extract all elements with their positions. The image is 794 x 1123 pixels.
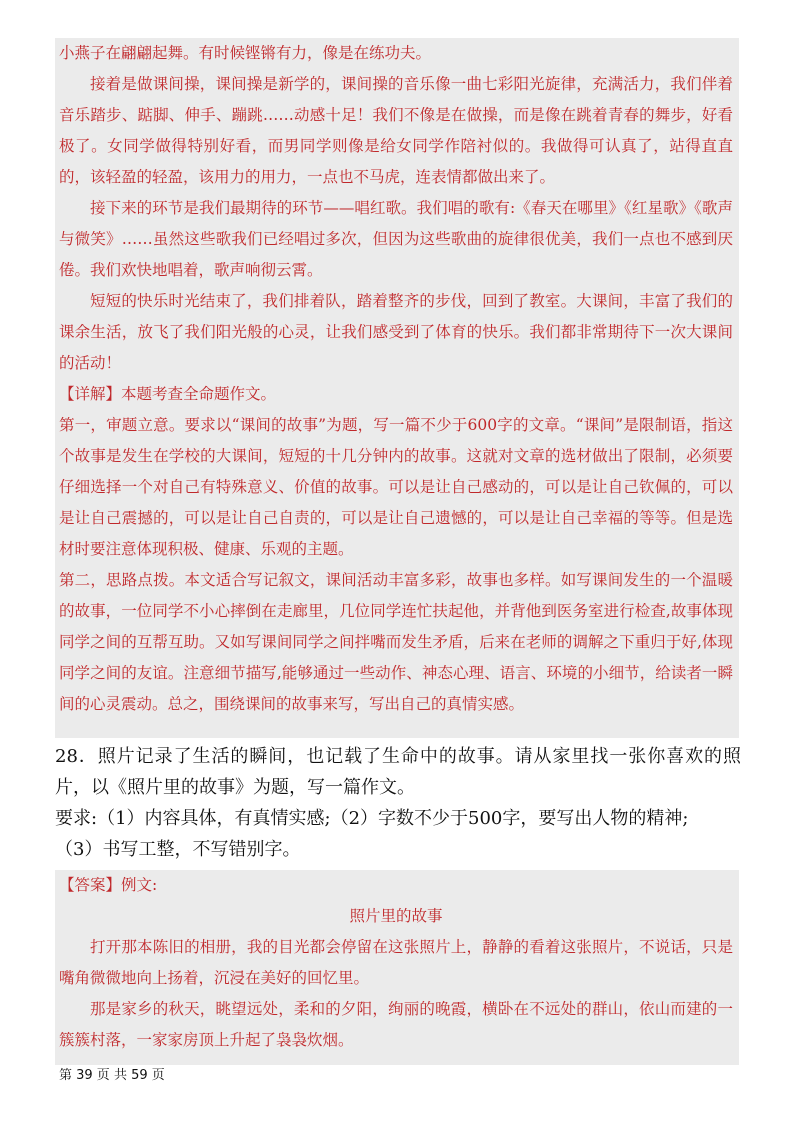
page-footer: 第 39 页 共 59 页 xyxy=(59,1068,165,1083)
analysis-paragraph: 第一，审题立意。要求以“课间的故事”为题，写一篇不少于600字的文章。“课间”是限制语，指这个故事是发生在学校的大课间，短短的十几分钟内的故事。这就对文章的选材做出了限制，必须要仔细选择一个对自己有特殊意义、价值的故事。可以是让自己感动的，可以是让自己钦佩的，可以是让自己震撼的，可以是让自己自责的，可以是让自己遗憾的，可以是让自己幸福的等等。但是选材时要注意体现积极、健康、乐观的主题。 xyxy=(59,416,733,558)
answer-block xyxy=(55,870,739,1065)
answer-label: 【答案】例文: xyxy=(59,876,158,894)
analysis-paragraph: 第二，思路点拨。本文适合写记叙文，课间活动丰富多彩，故事也多样。如写课间发生的一个温暖的故事，一位同学不小心摔倒在走廊里，几位同学连忙扶起他，并背他到医务室进行检查,故事体现同学之间的互帮互助。又如写课间同学之间拌嘴而发生矛盾，后来在老师的调解之下重归于好,体现同学之间的友谊。注意细节描写,能够通过一些动作、神态心理、语言、环境的小细节，给读者一瞬间的心灵震动。总之，围绕课间的故事来写，写出自己的真情实感。 xyxy=(59,571,733,713)
question-28 xyxy=(55,741,741,865)
essay-paragraph: 接下来的环节是我们最期待的环节——唱红歌。我们唱的歌有:《春天在哪里》《红星歌》《歌声与微笑》……虽然这些歌我们已经唱过多次，但因为这些歌曲的旋律很优美，我们一点也不感到厌倦。我们欢快地唱着，歌声响彻云霄。 xyxy=(59,199,733,279)
answer-block-continued xyxy=(55,38,739,738)
question-requirement: （3）书写工整，不写错别字。 xyxy=(55,839,301,860)
essay-title: 照片里的故事 xyxy=(349,907,443,925)
question-prompt: 28．照片记录了生活的瞬间，也记载了生命中的故事。请从家里找一张你喜欢的照片，以《照片里的故事》为题，写一篇作文。 xyxy=(55,746,741,798)
essay-paragraph: 打开那本陈旧的相册，我的目光都会停留在这张照片上，静静的看着这张照片，不说话，只是嘴角微微地向上扬着，沉浸在美好的回忆里。 xyxy=(59,938,733,987)
essay-paragraph: 那是家乡的秋天，眺望远处，柔和的夕阳，绚丽的晚霞，横卧在不远处的群山，依山而建的一簇簇村落，一家家房顶上升起了袅袅炊烟。 xyxy=(59,1000,733,1049)
question-requirement: 要求:（1）内容具体，有真情实感;（2）字数不少于500字，要写出人物的精神; xyxy=(55,808,689,829)
essay-paragraph: 接着是做课间操，课间操是新学的，课间操的音乐像一曲七彩阳光旋律，充满活力，我们伴着音乐踏步、踮脚、伸手、蹦跳……动感十足！我们不像是在做操，而是像在跳着青春的舞步，好看极了。女同学做得特别好看，而男同学则像是给女同学作陪衬似的。我做得可认真了，站得直直的，该轻盈的轻盈，该用力的用力，一点也不马虎，连表情都做出来了。 xyxy=(59,75,733,186)
analysis-label: 【详解】本题考查全命题作文。 xyxy=(59,385,277,403)
essay-paragraph: 小燕子在翩翩起舞。有时候铿锵有力，像是在练功夫。 xyxy=(59,44,432,62)
essay-paragraph: 短短的快乐时光结束了，我们排着队，踏着整齐的步伐，回到了教室。大课间，丰富了我们的课余生活，放飞了我们阳光般的心灵，让我们感受到了体育的快乐。我们都非常期待下一次大课间的活动！ xyxy=(59,292,733,372)
